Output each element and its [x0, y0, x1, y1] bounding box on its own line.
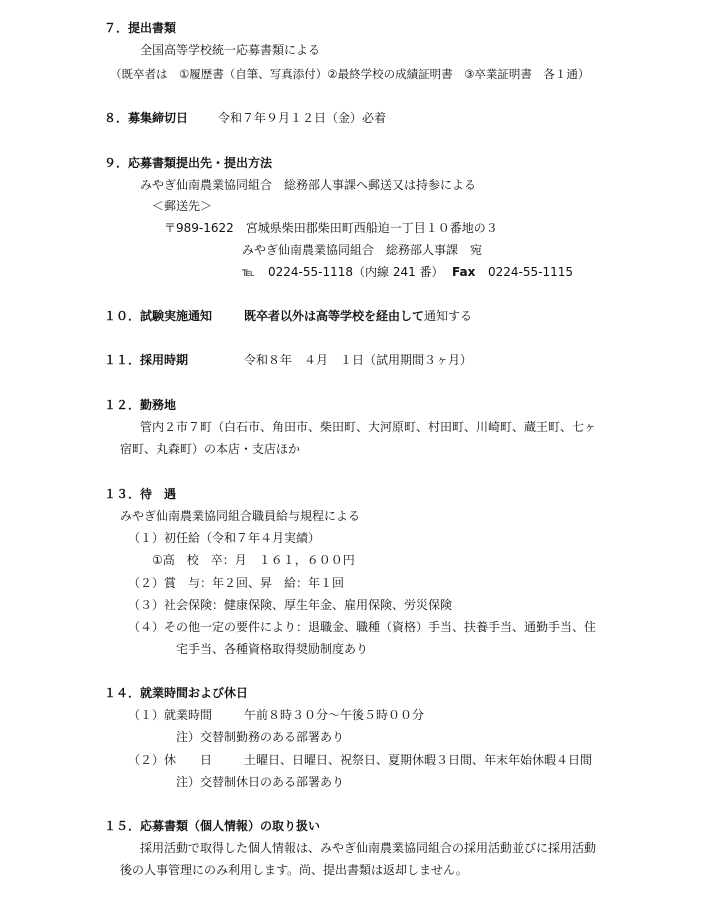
section-10-heading: １０．試験実施通知	[104, 309, 213, 323]
section-13-item: （１）初任給（令和７年４月実績）	[128, 531, 321, 545]
section-15-line: 後の人事管理にのみ利用します。尚、提出書類は返却しません。	[120, 863, 468, 877]
section-7-line: （既卒者は ①履歴書（自筆、写真添付）②最終学校の成績証明書 ③卒業証明書 各１通）	[110, 67, 590, 81]
section-13-line: みやぎ仙南農業協同組合職員給与規程による	[120, 509, 361, 523]
section-7-heading: ７．提出書類	[104, 21, 177, 35]
section-10-value-rest: 通知する	[424, 309, 473, 323]
section-9-line: みやぎ仙南農業協同組合 総務部人事課へ郵送又は持参による	[140, 178, 477, 192]
holidays-note: 注）交替制休日のある部署あり	[176, 775, 345, 789]
mail-label: ＜郵送先＞	[152, 199, 213, 213]
fax-number: 0224-55-1115	[488, 265, 574, 279]
holidays-label: （２）休 日	[128, 753, 213, 767]
section-8-heading: ８．募集締切日	[104, 111, 189, 125]
fax-label: Fax	[452, 265, 476, 279]
section-10-value-bold: 既卒者以外は高等学校を経由して	[244, 309, 425, 323]
section-15-heading: １５．応募書類（個人情報）の取り扱い	[104, 819, 321, 833]
section-13-subitem: ①高 校 卒：月 １６１，６００円	[152, 553, 355, 567]
section-11-heading: １１．採用時期	[104, 353, 189, 367]
section-12-line: 宿町、丸森町）の本店・支店ほか	[120, 442, 301, 456]
section-13-item: （４）その他一定の要件により：退職金、職種（資格）手当、扶養手当、通勤手当、住	[128, 620, 597, 634]
section-11-value: 令和８年 ４月 １日（試用期間３ヶ月）	[244, 353, 473, 367]
mail-address: 〒989-1622 宮城県柴田郡柴田町西船迫一丁目１０番地の３	[164, 221, 498, 235]
section-12-heading: １２．勤務地	[104, 398, 177, 412]
work-hours-note: 注）交替制勤務のある部署あり	[176, 730, 345, 744]
section-10-value	[244, 308, 472, 324]
section-14-heading: １４．就業時間および休日	[104, 686, 249, 700]
tel-number: 0224-55-1118（内線 241 番）	[268, 265, 444, 279]
section-7-line: 全国高等学校統一応募書類による	[140, 43, 321, 57]
tel-label: ℡	[242, 265, 255, 279]
holidays-value: 土曜日、日曜日、祝祭日、夏期休暇３日間、年末年始休暇４日間	[244, 753, 593, 767]
section-13-item-cont: 宅手当、各種資格取得奨励制度あり	[176, 642, 369, 656]
section-13-item: （２）賞 与：年２回、昇 給：年１回	[128, 576, 345, 590]
section-15-line: 採用活動で取得した個人情報は、みやぎ仙南農業協同組合の採用活動並びに採用活動	[140, 841, 597, 855]
section-13-item: （３）社会保険：健康保険、厚生年金、雇用保険、労災保険	[128, 598, 453, 612]
section-13-heading: １３．待 遇	[104, 487, 177, 501]
work-hours-value: 午前８時３０分～午後５時００分	[244, 708, 425, 722]
section-8-value: 令和７年９月１２日（金）必着	[218, 111, 387, 125]
work-hours-label: （１）就業時間	[128, 708, 213, 722]
mail-recipient: みやぎ仙南農業協同組合 総務部人事課 宛	[242, 243, 483, 257]
section-9-heading: ９．応募書類提出先・提出方法	[104, 156, 273, 170]
section-12-line: 管内２市７町（白石市、角田市、柴田町、大河原町、村田町、川崎町、蔵王町、七ヶ	[140, 420, 597, 434]
